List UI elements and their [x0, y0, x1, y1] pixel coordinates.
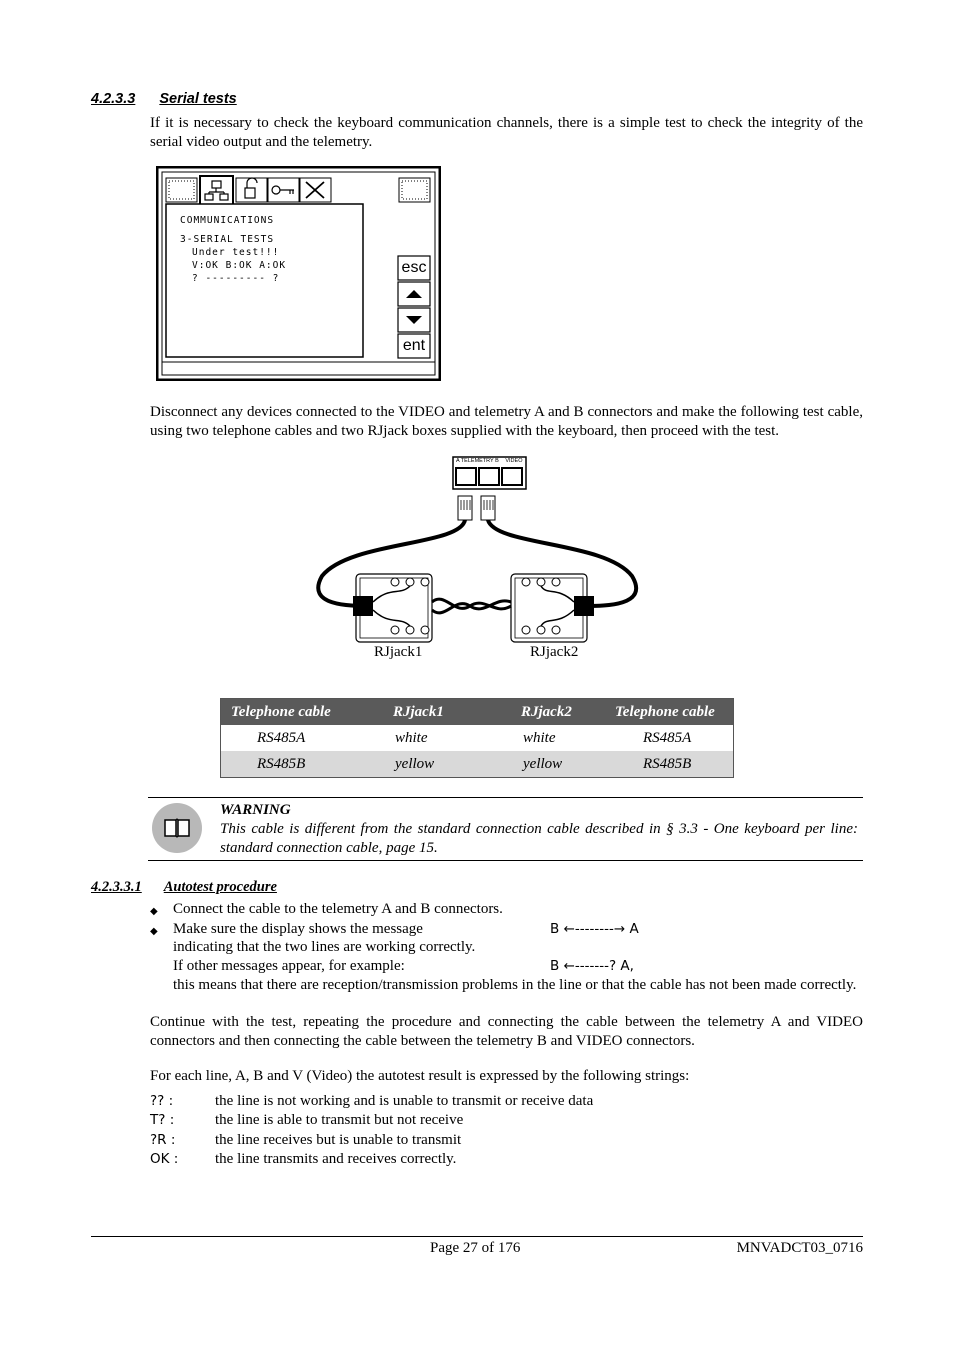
table-cell: yellow — [383, 751, 511, 778]
table-cell: RS485B — [221, 751, 384, 778]
table-cell: RS485A — [643, 729, 692, 746]
table-cell: yellow — [511, 751, 605, 778]
display-menu-title: COMMUNICATIONS — [180, 215, 275, 226]
list-item — [150, 1092, 593, 1111]
table-header: RJjack2 — [511, 699, 605, 726]
list-item — [150, 1111, 593, 1130]
message-error: B ←-------? A, — [550, 958, 634, 974]
ent-button[interactable]: ent — [402, 337, 426, 354]
cable-diagram — [310, 456, 645, 646]
esc-button[interactable]: esc — [401, 259, 427, 276]
table-cell: white — [395, 729, 428, 746]
table-header: RJjack1 — [383, 699, 511, 726]
rjjack1-label: RJjack1 — [374, 644, 423, 660]
bullet-2-means: this means that there are reception/transmission problems in the line or that the cable has not been made correctly. — [173, 977, 857, 993]
result-desc: the line transmits and receives correctly. — [215, 1150, 457, 1167]
footer-rule — [91, 1236, 863, 1237]
message-ok: B ←--------→ A — [550, 921, 639, 937]
subsection-number: 4.2.3.3.1 — [91, 879, 142, 895]
bullet-2-cont: indicating that the two lines are working correctly. — [173, 939, 476, 955]
section-title: Serial tests — [159, 91, 237, 107]
result-desc: the line is not working and is unable to transmit or receive data — [215, 1093, 594, 1109]
port-a-label: A — [456, 458, 460, 464]
table-header-row — [221, 699, 734, 726]
document-id: MNVADCT03_0716 — [736, 1240, 863, 1256]
result-code: ?? : — [150, 1093, 174, 1109]
strings-intro: For each line, A, B and V (Video) the autotest result is expressed by the following strings: — [150, 1068, 690, 1084]
result-code: ?R : — [150, 1131, 176, 1148]
table-cell: RS485A — [257, 729, 306, 746]
continue-paragraph: Continue with the test, repeating the procedure and connecting the cable between the telemetry A and VIDEO connectors and then connecting the cable between the telemetry B and VIDEO connectors. — [150, 1014, 863, 1049]
keyboard-display — [156, 166, 441, 381]
display-line2: V:OK B:OK A:OK — [192, 260, 287, 271]
section-heading — [91, 91, 237, 107]
list-item — [150, 1150, 593, 1169]
display-text — [180, 214, 286, 285]
intro-paragraph: If it is necessary to check the keyboard communication channels, there is a simple test to check the integrity of the serial video output and the telemetry. — [150, 115, 863, 150]
section-number: 4.2.3.3 — [91, 91, 136, 107]
book-icon — [152, 803, 202, 853]
result-desc: the line receives but is unable to transmit — [215, 1131, 462, 1148]
table-row — [221, 725, 734, 751]
bullet-1: Connect the cable to the telemetry A and B connectors. — [173, 901, 503, 917]
port-telemetry-label: TELEMETRY B — [460, 458, 499, 464]
port-video-label: VIDEO — [505, 458, 523, 464]
warning-top-rule — [148, 797, 863, 798]
result-strings-list — [150, 1092, 593, 1169]
list-item — [150, 1131, 593, 1150]
result-code: OK : — [150, 1150, 179, 1167]
rjjack2-label: RJjack2 — [530, 644, 579, 660]
display-item: 3-SERIAL TESTS — [180, 234, 275, 245]
table-cell: white — [523, 729, 556, 746]
table-cell: RS485B — [605, 751, 734, 778]
subsection-title: Autotest procedure — [163, 879, 277, 895]
table-header: Telephone cable — [605, 699, 734, 726]
bullet-2: Make sure the display shows the message — [173, 921, 423, 937]
subsection-heading — [91, 879, 277, 896]
cable-table — [220, 698, 734, 778]
bullet-marker: ◆ — [150, 926, 158, 937]
table-row — [221, 751, 734, 778]
bullet-marker: ◆ — [150, 906, 158, 917]
warning-title: WARNING — [220, 802, 291, 818]
disconnect-paragraph: Disconnect any devices connected to the VIDEO and telemetry A and B connectors and make the following test cable, using two telephone cables and two RJjack boxes supplied with the keyboard, then proceed with the test. — [150, 404, 863, 439]
warning-bottom-rule — [148, 860, 863, 861]
display-line3: ? --------- ? — [192, 273, 280, 284]
bullet-2-other: If other messages appear, for example: — [173, 958, 405, 974]
result-code: T? : — [150, 1112, 175, 1129]
page-number: Page 27 of 176 — [430, 1240, 521, 1256]
cable-diagram-svg — [310, 456, 645, 646]
table-header: Telephone cable — [221, 699, 384, 726]
result-desc: the line is able to transmit but not receive — [215, 1112, 464, 1129]
display-line1: Under test!!! — [192, 247, 280, 258]
warning-text: This cable is different from the standard connection cable described in § 3.3 - One keyboard per line: standard connection cable, page 15. — [220, 821, 858, 856]
